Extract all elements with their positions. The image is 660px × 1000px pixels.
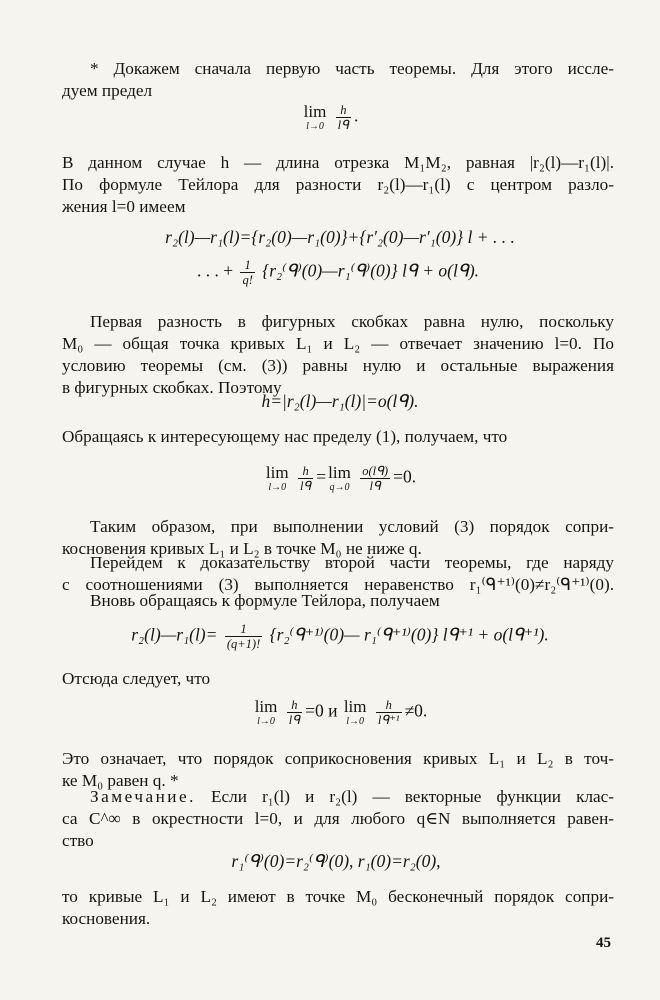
- page-number: 45: [596, 935, 611, 951]
- paragraph-first-difference: [62, 311, 614, 399]
- limit-operator: lim l→0: [303, 102, 327, 132]
- text-line: с соотношениями (3) выполняется неравенство r₁⁽ᑫ⁺¹⁾(0)≠r₂⁽ᑫ⁺¹⁾(0).: [62, 575, 614, 594]
- paragraph-taylor-again: [62, 590, 614, 612]
- text-line: Перейдем к доказательству второй части теоремы, где наряду: [90, 553, 614, 572]
- paragraph-remark: [62, 786, 614, 852]
- limit-operator: lim l→0: [254, 697, 278, 727]
- limit-operator: lim l→0: [265, 463, 289, 493]
- fraction: $\frac{h}{\text{lᑫ}}$: [337, 103, 349, 132]
- text-line: В данном случае h — длина отрезка M₁M₂, равная |r₂(l)—r₁(l)|.: [62, 153, 614, 172]
- formula-two-limits: lim l→0 $\frac{h}{\text{lᑫ}}$ =0 и lim l→0 $\frac{h}{\text{lᑫ⁺¹}}$ ≠0.: [254, 697, 428, 727]
- text-line: [62, 786, 614, 808]
- text-line: Отсюда следует, что: [62, 669, 211, 688]
- limit-operator: lim l→0: [343, 697, 367, 727]
- limit-operator: lim q→0: [328, 463, 351, 493]
- formula-taylor-q1: r₂(l)—r₁(l)= $\frac{1}{(q+1)!}$ {r₂⁽ᑫ⁺¹⁾(0)— r₁⁽ᑫ⁺¹⁾(0)} lᑫ⁺¹ + o(lᑫ⁺¹).: [131, 622, 549, 651]
- text-line: в фигурных скобках. Поэтому: [62, 378, 282, 397]
- text-line: По формуле Тейлора для разности r₂(l)—r₁(l) с центром разло-: [62, 175, 614, 194]
- formula-h-equals: h=|r₂(l)—r₁(l)|=o(lᑫ).: [261, 391, 419, 411]
- formula-taylor-1: r₂(l)—r₁(l)={r₂(0)—r₁(0)}+{r′₂(0)—r′₁(0)} l + . . .: [165, 227, 515, 247]
- paragraph-limit-intro: [62, 426, 614, 448]
- text-line: Обращаясь к интересующему нас пределу (1), получаем, что: [62, 427, 508, 446]
- paragraph-infinite-order: [62, 886, 614, 930]
- text-line: дуем предел: [62, 81, 153, 100]
- text-line: Первая разность в фигурных скобках равна нулю, поскольку: [90, 312, 614, 331]
- text-line: Таким образом, при выполнении условий (3) порядок сопри-: [90, 517, 614, 536]
- formula-taylor-2: . . . + $\frac{1}{q!}$ {r₂⁽ᑫ⁾(0)—r₁⁽ᑫ⁾(0)} lᑫ + o(lᑫ).: [196, 258, 480, 287]
- text-line: Это означает, что порядок соприкосновения кривых L₁ и L₂ в точ-: [62, 749, 614, 768]
- text-line: косновения кривых L₁ и L₂ в точке M₀ не ниже q.: [62, 539, 422, 558]
- paragraph-proof-start: [62, 58, 614, 102]
- formula-limit-h: lim l→0 $\frac{h}{\text{lᑫ}}$ .: [303, 102, 359, 132]
- remark-text: Если r₁(l) и r₂(l) — векторные функции клас-: [211, 787, 614, 806]
- fraction: $\frac{\text{o(lᑫ)}}{\text{lᑫ}}$: [362, 464, 389, 493]
- formula-limit-zero: lim l→0 $\frac{h}{\text{lᑫ}}$ = lim q→0 $\frac{\text{o(lᑫ)}}{\text{lᑫ}}$ =0.: [265, 463, 417, 493]
- text-line: жения l=0 имеем: [62, 197, 186, 216]
- paragraph-hence: [62, 668, 614, 690]
- text-line: условию теоремы (см. (3)) равны нулю и остальные выражения: [62, 356, 614, 375]
- fraction: $\frac{1}{q!}$: [242, 258, 253, 287]
- text-line: ке M₀ равен q. *: [62, 771, 179, 790]
- fraction: $\frac{h}{\text{lᑫ}}$: [299, 464, 312, 493]
- fraction: $\frac{h}{\text{lᑫ⁺¹}}$: [377, 698, 400, 727]
- text-line: косновения.: [62, 909, 151, 928]
- text-line: то кривые L₁ и L₂ имеют в точке M₀ бесконечный порядок сопри-: [62, 887, 614, 906]
- text-line: са C^∞ в окрестности l=0, и для любого q∈N выполняется равен-: [62, 809, 614, 828]
- text-line: ство: [62, 831, 94, 850]
- formula-derivatives-equal: r₁⁽ᑫ⁾(0)=r₂⁽ᑫ⁾(0), r₁(0)=r₂(0),: [231, 851, 441, 871]
- paragraph-taylor-intro: [62, 152, 614, 218]
- text-line: * Докажем сначала первую часть теоремы. Для этого иссле-: [90, 59, 614, 78]
- fraction: $\frac{1}{(q+1)!}$: [226, 622, 261, 651]
- text-line: M₀ — общая точка кривых L₁ и L₂ — отвечает значению l=0. По: [62, 334, 614, 353]
- text-line: Вновь обращаясь к формуле Тейлора, получаем: [90, 591, 440, 610]
- fraction: $\frac{h}{\text{lᑫ}}$: [288, 698, 301, 727]
- remark-heading: Замечание.: [90, 787, 196, 806]
